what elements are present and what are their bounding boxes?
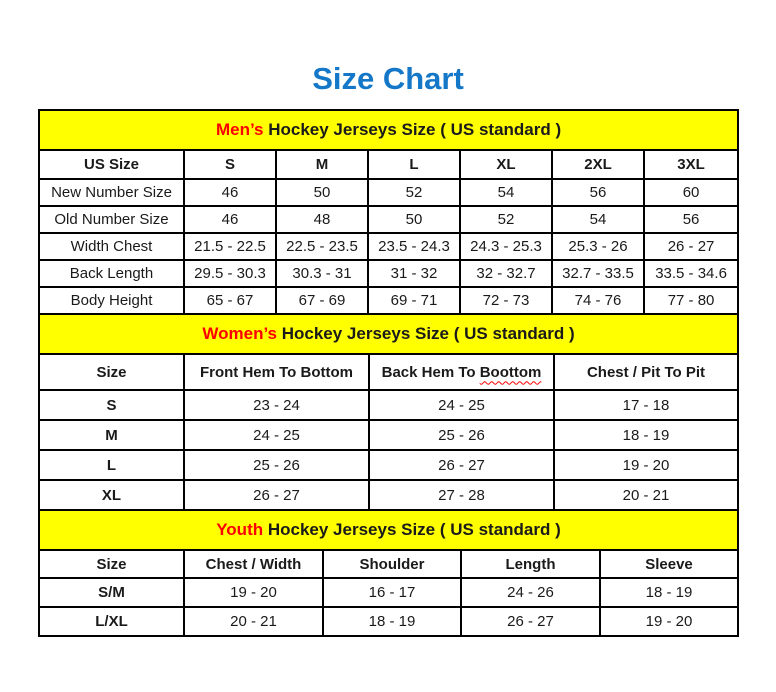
size-value-cell: 16 - 17 [323, 578, 461, 607]
size-value-cell: 19 - 20 [184, 578, 323, 607]
table-row [39, 420, 738, 450]
size-value-cell: 26 - 27 [184, 480, 369, 510]
youth-section-title-accent: Youth [216, 520, 264, 540]
column-header: M [276, 150, 368, 179]
size-value-cell: 18 - 19 [323, 607, 461, 636]
size-value-cell: 56 [644, 206, 738, 233]
womens-size-table [38, 313, 739, 511]
column-header: Length [461, 550, 600, 578]
page-title: Size Chart [312, 61, 464, 96]
column-header: Front Hem To Bottom [184, 354, 369, 390]
size-value-cell: 52 [460, 206, 552, 233]
table-row [39, 179, 738, 206]
size-value-cell: 27 - 28 [369, 480, 554, 510]
size-value-cell: 24 - 25 [184, 420, 369, 450]
row-label: XL [39, 480, 184, 510]
column-header: L [368, 150, 460, 179]
size-value-cell: 52 [368, 179, 460, 206]
table-row [39, 206, 738, 233]
row-label: Body Height [39, 287, 184, 314]
size-value-cell: 31 - 32 [368, 260, 460, 287]
youth-table-body [39, 578, 738, 636]
column-header [369, 354, 554, 390]
table-row [39, 480, 738, 510]
column-header: 3XL [644, 150, 738, 179]
size-value-cell: 18 - 19 [554, 420, 738, 450]
misspelled-word: Boottom [479, 363, 542, 381]
size-value-cell: 32 - 32.7 [460, 260, 552, 287]
table-row [39, 287, 738, 314]
size-tables [38, 109, 737, 637]
mens-table-body [39, 179, 738, 314]
mens-column-header-row [39, 150, 738, 179]
mens-section-title-text: Hockey Jerseys Size ( US standard ) [263, 120, 562, 140]
size-value-cell: 46 [184, 206, 276, 233]
row-label: New Number Size [39, 179, 184, 206]
size-value-cell: 23 - 24 [184, 390, 369, 420]
row-label: S [39, 390, 184, 420]
column-header: Sleeve [600, 550, 738, 578]
size-value-cell: 26 - 27 [461, 607, 600, 636]
row-label: Back Length [39, 260, 184, 287]
size-value-cell: 19 - 20 [600, 607, 738, 636]
womens-section-band [39, 314, 738, 354]
size-value-cell: 65 - 67 [184, 287, 276, 314]
womens-section-title-text: Hockey Jerseys Size ( US standard ) [277, 324, 575, 344]
mens-section-title [39, 110, 738, 150]
column-header: Shoulder [323, 550, 461, 578]
column-header: Chest / Width [184, 550, 323, 578]
womens-section-title-accent: Women’s [202, 324, 277, 344]
size-value-cell: 25.3 - 26 [552, 233, 644, 260]
size-value-cell: 50 [276, 179, 368, 206]
column-header: 2XL [552, 150, 644, 179]
size-value-cell: 26 - 27 [644, 233, 738, 260]
size-value-cell: 48 [276, 206, 368, 233]
size-value-cell: 77 - 80 [644, 287, 738, 314]
column-header: Size [39, 354, 184, 390]
size-value-cell: 25 - 26 [184, 450, 369, 480]
size-value-cell: 56 [552, 179, 644, 206]
column-header: S [184, 150, 276, 179]
size-value-cell: 67 - 69 [276, 287, 368, 314]
column-header: XL [460, 150, 552, 179]
size-value-cell: 24 - 25 [369, 390, 554, 420]
size-value-cell: 29.5 - 30.3 [184, 260, 276, 287]
size-value-cell: 24.3 - 25.3 [460, 233, 552, 260]
column-header-text: Back Hem To [381, 363, 480, 381]
size-value-cell: 54 [460, 179, 552, 206]
size-value-cell: 24 - 26 [461, 578, 600, 607]
size-value-cell: 18 - 19 [600, 578, 738, 607]
youth-section-band [39, 510, 738, 550]
youth-section-title-text: Hockey Jerseys Size ( US standard ) [263, 520, 561, 540]
size-value-cell: 30.3 - 31 [276, 260, 368, 287]
size-value-cell: 25 - 26 [369, 420, 554, 450]
row-label: L [39, 450, 184, 480]
size-value-cell: 69 - 71 [368, 287, 460, 314]
column-header: Size [39, 550, 184, 578]
size-value-cell: 19 - 20 [554, 450, 738, 480]
size-value-cell: 74 - 76 [552, 287, 644, 314]
size-value-cell: 22.5 - 23.5 [276, 233, 368, 260]
row-label: S/M [39, 578, 184, 607]
mens-size-table [38, 109, 739, 315]
youth-size-table [38, 509, 739, 637]
row-label: Width Chest [39, 233, 184, 260]
size-value-cell: 21.5 - 22.5 [184, 233, 276, 260]
size-value-cell: 33.5 - 34.6 [644, 260, 738, 287]
mens-section-title-accent: Men’s [215, 120, 264, 140]
size-value-cell: 46 [184, 179, 276, 206]
mens-section-band [39, 110, 738, 150]
size-value-cell: 72 - 73 [460, 287, 552, 314]
row-label: M [39, 420, 184, 450]
youth-column-header-row [39, 550, 738, 578]
womens-table-body [39, 390, 738, 510]
size-value-cell: 50 [368, 206, 460, 233]
column-header: US Size [39, 150, 184, 179]
youth-section-title [39, 510, 738, 550]
row-label: Old Number Size [39, 206, 184, 233]
size-value-cell: 54 [552, 206, 644, 233]
size-value-cell: 20 - 21 [184, 607, 323, 636]
table-row [39, 578, 738, 607]
table-row [39, 260, 738, 287]
table-row [39, 233, 738, 260]
womens-section-title [39, 314, 738, 354]
womens-column-header-row [39, 354, 738, 390]
table-row [39, 607, 738, 636]
table-row [39, 450, 738, 480]
column-header: Chest / Pit To Pit [554, 354, 738, 390]
size-value-cell: 20 - 21 [554, 480, 738, 510]
row-label: L/XL [39, 607, 184, 636]
table-row [39, 390, 738, 420]
size-value-cell: 32.7 - 33.5 [552, 260, 644, 287]
size-value-cell: 26 - 27 [369, 450, 554, 480]
size-value-cell: 23.5 - 24.3 [368, 233, 460, 260]
size-value-cell: 60 [644, 179, 738, 206]
size-value-cell: 17 - 18 [554, 390, 738, 420]
